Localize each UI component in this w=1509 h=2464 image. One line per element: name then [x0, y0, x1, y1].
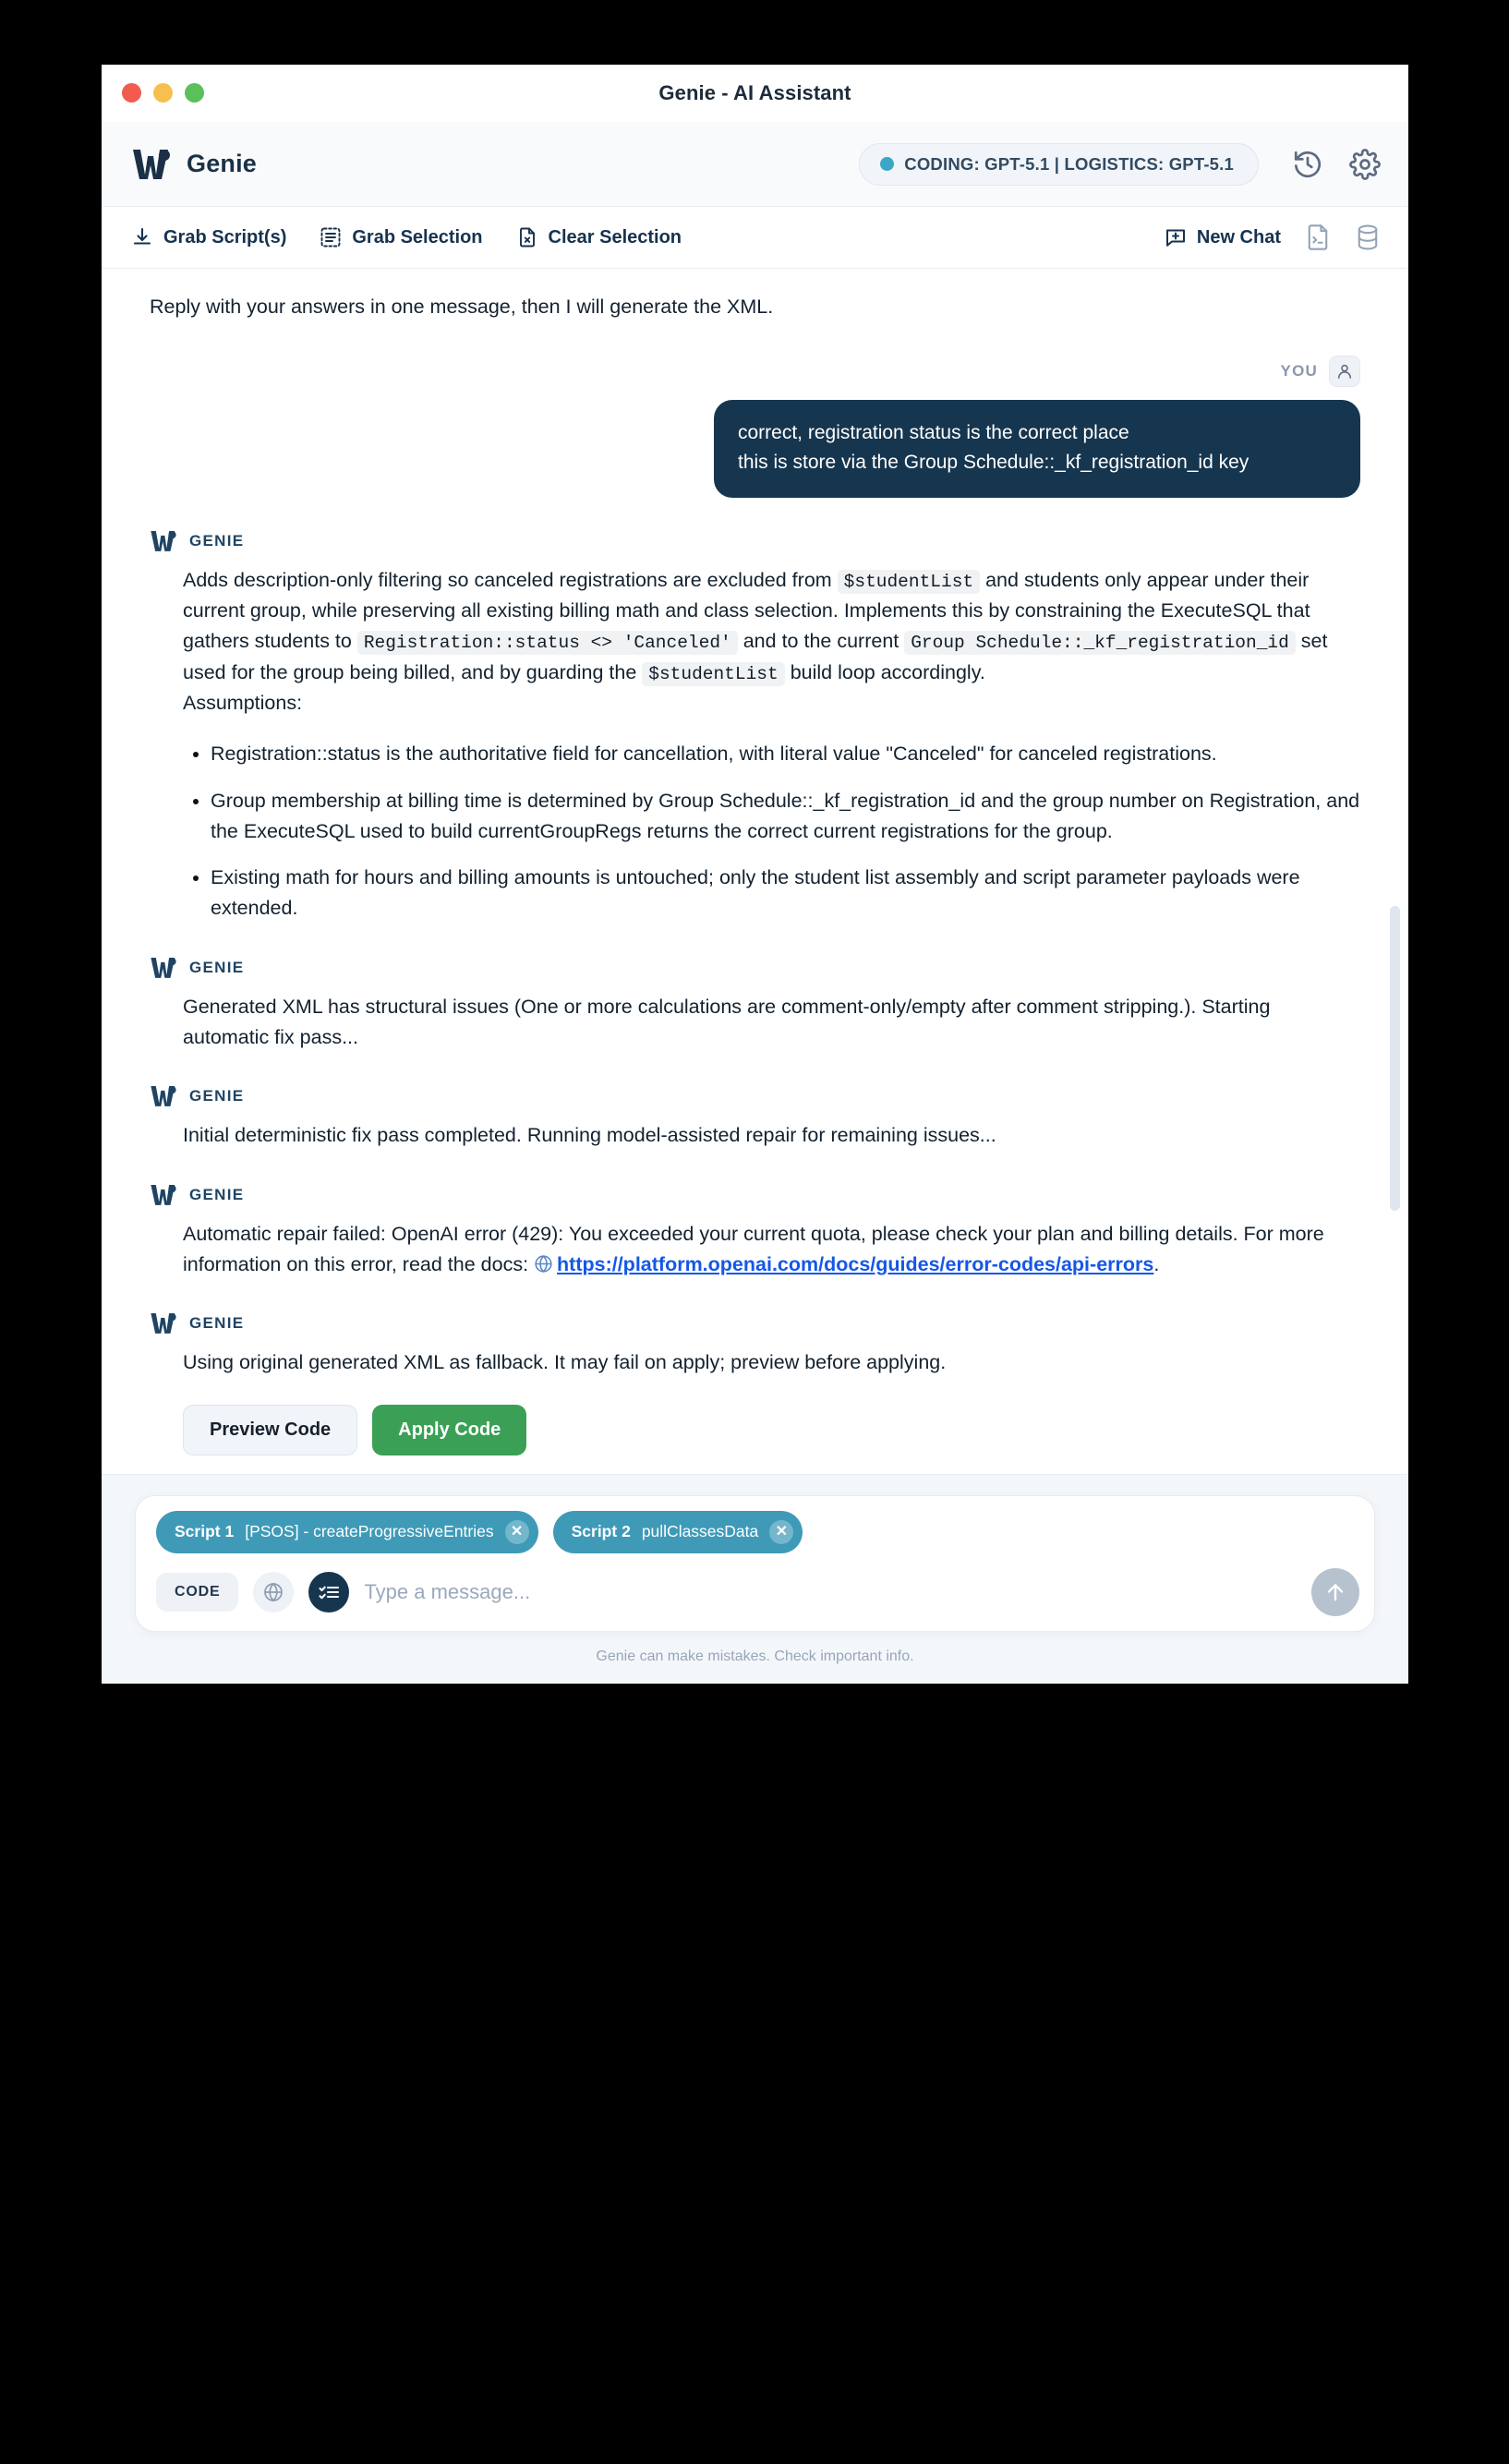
genie-main-body	[150, 565, 1360, 924]
attached-scripts-chips	[156, 1511, 1359, 1553]
app-window	[102, 65, 1408, 1664]
error-text-after-link: .	[1153, 1253, 1160, 1275]
script-chip-1[interactable]	[156, 1511, 538, 1553]
genie-message-main	[150, 529, 1360, 924]
script-chip-2-prefix: Script 2	[571, 1522, 631, 1541]
model-status-badge[interactable]	[859, 143, 1259, 186]
model-badge-label: CODING: GPT-5.1 | LOGISTICS: GPT-5.1	[904, 153, 1234, 174]
close-window-button[interactable]	[122, 83, 141, 103]
genie-header	[150, 956, 1360, 980]
error-text-before-link: Automatic repair failed: OpenAI error (429): You exceeded your current quota, please check your plan and billing details. For more information on this error, read the docs:	[183, 1222, 1324, 1275]
grab-scripts-button[interactable]	[131, 226, 286, 248]
preview-code-button[interactable]: Preview Code	[183, 1405, 357, 1455]
status-message-text: Generated XML has structural issues (One or more calculations are comment-only/empty after comment stripping.). Starting automatic fix pass...	[183, 995, 1271, 1049]
para-seg-4: set used for the group being billed, and by guarding the	[183, 630, 1328, 683]
close-icon[interactable]: ✕	[505, 1520, 529, 1544]
apply-code-button[interactable]: Apply Code	[372, 1405, 526, 1455]
genie-message-status-1	[150, 956, 1360, 1054]
title-bar	[102, 65, 1408, 122]
list-item: • Registration::status is the authoritative field for cancellation, with literal value "Canceled" for canceled registrations.	[211, 739, 1360, 769]
status-message-text: Initial deterministic fix pass completed. Running model-assisted repair for remaining issues...	[183, 1124, 996, 1147]
action-toolbar	[102, 207, 1408, 269]
clear-selection-label: Clear Selection	[548, 226, 682, 248]
code-student-list-2: $studentList	[642, 662, 784, 686]
para-seg-5: build loop accordingly.	[790, 660, 985, 683]
download-icon	[131, 226, 153, 248]
genie-main-paragraph	[183, 565, 1360, 688]
genie-header	[150, 1084, 1360, 1108]
genie-sender-label: GENIE	[189, 1314, 245, 1333]
window-title: Genie - AI Assistant	[658, 80, 851, 104]
grab-scripts-label: Grab Script(s)	[163, 226, 287, 248]
genie-header	[150, 529, 1360, 553]
message-input[interactable]	[364, 1580, 1297, 1604]
genie-header	[150, 1183, 1360, 1207]
new-chat-label: New Chat	[1196, 226, 1281, 248]
genie-sender-label: GENIE	[189, 958, 245, 976]
gear-icon[interactable]	[1349, 149, 1381, 180]
openai-docs-link[interactable]: https://platform.openai.com/docs/guides/error-codes/api-errors	[557, 1253, 1154, 1275]
user-label-row	[150, 356, 1360, 387]
assumptions-label: Assumptions:	[183, 691, 303, 714]
composer-area	[102, 1474, 1408, 1684]
new-chat-button[interactable]	[1165, 226, 1281, 248]
minimize-window-button[interactable]	[153, 83, 173, 103]
list-selection-icon	[320, 226, 342, 248]
assumptions-list	[183, 739, 1360, 924]
error-message-body	[150, 1219, 1360, 1281]
genie-sender-label: GENIE	[189, 531, 245, 550]
globe-icon[interactable]	[253, 1572, 294, 1612]
history-icon[interactable]	[1292, 149, 1323, 180]
zoom-window-button[interactable]	[185, 83, 204, 103]
close-icon[interactable]: ✕	[769, 1520, 793, 1544]
chat-scrollbar[interactable]	[1390, 906, 1400, 1211]
genie-logo-icon	[131, 147, 172, 182]
script-chip-1-name: [PSOS] - createProgressiveEntries	[245, 1522, 494, 1541]
code-group-schedule-key: Group Schedule::_kf_registration_id	[904, 631, 1296, 655]
script-chip-1-prefix: Script 1	[175, 1522, 235, 1541]
code-registration-status: Registration::status <> 'Canceled'	[357, 631, 738, 655]
para-seg-3: and to the current	[742, 630, 899, 653]
new-chat-icon	[1165, 226, 1187, 248]
checklist-icon[interactable]	[308, 1572, 349, 1612]
user-message-line-1: correct, registration status is the correct place	[738, 421, 1129, 443]
genie-message-fallback	[150, 1311, 1360, 1455]
fallback-message-text: Using original generated XML as fallback. It may fail on apply; preview before applying.	[183, 1351, 947, 1374]
send-button[interactable]	[1311, 1568, 1359, 1616]
brand	[131, 147, 257, 182]
genie-logo-icon	[150, 529, 177, 553]
user-message-bubble	[714, 400, 1360, 498]
code-action-buttons	[150, 1405, 1360, 1455]
list-item: • Existing math for hours and billing amounts is untouched; only the student list assembly and script parameter payloads were extended.	[211, 863, 1360, 924]
grab-selection-button[interactable]	[320, 226, 482, 248]
genie-sender-label: GENIE	[189, 1087, 245, 1105]
genie-message-status-2	[150, 1084, 1360, 1151]
composer-input-row	[156, 1568, 1359, 1616]
avatar	[1329, 356, 1360, 387]
script-file-icon[interactable]	[1305, 223, 1331, 251]
header-icon-group	[1292, 149, 1381, 180]
status-dot-icon	[880, 157, 894, 171]
code-mode-button[interactable]: CODE	[156, 1573, 238, 1612]
database-icon[interactable]	[1355, 223, 1381, 251]
chat-scroll-area[interactable]	[102, 269, 1408, 1474]
genie-logo-icon	[150, 956, 177, 980]
para-seg-1: Adds description-only filtering so canceled registrations are excluded from	[183, 568, 832, 591]
app-header	[102, 122, 1408, 207]
file-x-icon	[516, 226, 538, 248]
user-message-line-2: this is store via the Group Schedule::_kf_registration_id key	[738, 451, 1249, 473]
toolbar-right-icons	[1305, 223, 1381, 251]
genie-sender-label: GENIE	[189, 1185, 245, 1203]
assistant-top-message: Reply with your answers in one message, then I will generate the XML.	[150, 296, 774, 318]
clear-selection-button[interactable]	[516, 226, 682, 248]
user-label: YOU	[1280, 361, 1318, 380]
grab-selection-label: Grab Selection	[352, 226, 483, 248]
genie-message-error	[150, 1183, 1360, 1281]
para-seg-2: and students only appear under their current group, while preserving all existing billing math and class selection. Implements this by constraining the ExecuteSQL that gathers students to	[183, 568, 1310, 653]
brand-name: Genie	[187, 150, 258, 177]
list-item: • Group membership at billing time is determined by Group Schedule::_kf_registration_id and the group number on Registration, and the ExecuteSQL used to build currentGroupRegs returns the correct current registrations for the group.	[211, 786, 1360, 848]
globe-icon	[534, 1254, 553, 1274]
traffic-light-buttons[interactable]	[102, 83, 204, 103]
genie-header	[150, 1311, 1360, 1335]
genie-logo-icon	[150, 1183, 177, 1207]
genie-logo-icon	[150, 1084, 177, 1108]
disclaimer-text: Genie can make mistakes. Check important info.	[596, 1648, 914, 1664]
code-student-list-1: $studentList	[838, 570, 980, 594]
script-chip-2-name: pullClassesData	[641, 1522, 759, 1541]
script-chip-2[interactable]	[553, 1511, 803, 1553]
composer-box	[135, 1495, 1375, 1632]
genie-logo-icon	[150, 1311, 177, 1335]
